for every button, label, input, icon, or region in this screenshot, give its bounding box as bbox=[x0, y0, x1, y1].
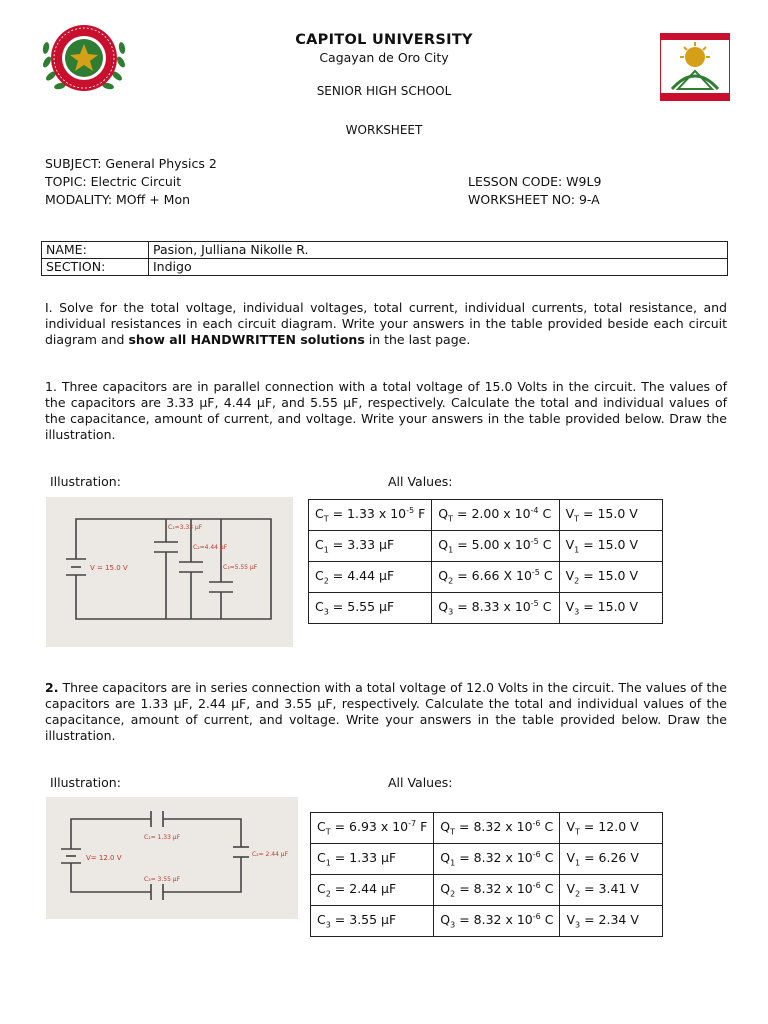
subscript: 1 bbox=[448, 545, 454, 555]
voltage-cell bbox=[560, 906, 663, 937]
sketch-c1-label: C₁=3.33 µF bbox=[168, 524, 203, 531]
document-type: WORKSHEET bbox=[345, 123, 423, 137]
value-text: C bbox=[317, 819, 326, 835]
value-text: = 8.32 x 10 bbox=[455, 819, 533, 835]
subscript: 2 bbox=[574, 576, 580, 586]
value-text: C bbox=[315, 568, 324, 584]
charge-cell bbox=[432, 500, 559, 531]
capacitance-cell bbox=[311, 875, 434, 906]
charge-cell bbox=[432, 562, 559, 593]
exponent: -6 bbox=[532, 819, 541, 829]
school-name: SENIOR HIGH SCHOOL bbox=[316, 84, 452, 98]
subscript: T bbox=[450, 827, 456, 837]
values-row bbox=[309, 562, 663, 593]
values-row bbox=[311, 875, 663, 906]
value-text: Q bbox=[440, 850, 451, 866]
problem-statement: Three capacitors are in parallel connection with a total voltage of 15.0 Volts in the circuit. The values of the capacitors are 3.33 µF, 4.44 µF, and 5.55 µF, respectively. Calculate the total and individual values of the capacitance, amount of current, and voltage. Write your answers in the table provided below. Draw the illustration. bbox=[45, 379, 727, 442]
value-text: V bbox=[565, 506, 575, 522]
subscript: 1 bbox=[325, 858, 331, 868]
value-text: = 6.66 X 10 bbox=[453, 568, 532, 584]
value-text: V bbox=[565, 599, 575, 615]
capacitance-cell bbox=[309, 593, 432, 624]
value-text: = 5.00 x 10 bbox=[453, 537, 531, 553]
value-text: C bbox=[538, 599, 552, 615]
value-text: V bbox=[565, 537, 575, 553]
exponent: -5 bbox=[530, 599, 539, 609]
subscript: 1 bbox=[574, 545, 580, 555]
exponent: -5 bbox=[406, 506, 415, 516]
sketch-voltage-label: V = 15.0 V bbox=[90, 564, 128, 572]
voltage-cell bbox=[560, 875, 663, 906]
subscript: 3 bbox=[574, 607, 580, 617]
value-text: Q bbox=[438, 568, 449, 584]
subscript: 1 bbox=[323, 545, 329, 555]
circuit-photo-series bbox=[46, 797, 298, 919]
problem-number: 2. bbox=[45, 680, 59, 695]
exponent: -6 bbox=[532, 881, 541, 891]
subscript: T bbox=[575, 827, 580, 837]
subscript: T bbox=[448, 514, 454, 524]
values-row bbox=[309, 500, 663, 531]
name-value: Pasion, Julliana Nikolle R. bbox=[149, 242, 728, 259]
subscript: 3 bbox=[325, 920, 331, 930]
exponent: -6 bbox=[532, 850, 541, 860]
value-text: = 6.26 V bbox=[580, 850, 639, 866]
voltage-cell bbox=[559, 531, 662, 562]
sketch-c3-label: C₃= 3.55 µF bbox=[144, 876, 181, 883]
value-text: = 15.0 V bbox=[579, 568, 639, 584]
value-text: = 15.0 V bbox=[579, 506, 638, 522]
value-text: = 8.32 x 10 bbox=[455, 912, 533, 928]
values-table-2 bbox=[310, 812, 663, 937]
value-text: F bbox=[416, 819, 428, 835]
sketch-c2-label: C₂= 2.44 µF bbox=[252, 851, 289, 858]
value-text: V bbox=[566, 819, 575, 835]
university-city: Cagayan de Oro City bbox=[319, 50, 449, 65]
university-name: CAPITOL UNIVERSITY bbox=[295, 32, 473, 48]
instructions bbox=[45, 300, 727, 348]
sketch-c3-label: C₃=5.55 µF bbox=[223, 564, 258, 571]
charge-cell bbox=[434, 813, 560, 844]
voltage-cell bbox=[559, 500, 662, 531]
value-text: Q bbox=[438, 537, 449, 553]
value-text: C bbox=[317, 881, 326, 897]
sketch-c2-label: C₂=4.44 µF bbox=[193, 544, 228, 551]
capacitance-cell bbox=[311, 844, 434, 875]
value-text: = 8.32 x 10 bbox=[455, 850, 533, 866]
subscript: T bbox=[574, 514, 580, 524]
charge-cell bbox=[432, 531, 559, 562]
capacitance-cell bbox=[309, 531, 432, 562]
voltage-cell bbox=[560, 813, 663, 844]
sketch-c1-label: C₁= 1.33 µF bbox=[144, 834, 181, 841]
modality-line: MODALITY: MOff + Mon bbox=[45, 192, 191, 207]
exponent: -6 bbox=[532, 912, 541, 922]
value-text: Q bbox=[438, 506, 449, 522]
values-row bbox=[311, 844, 663, 875]
subject-line: SUBJECT: General Physics 2 bbox=[45, 156, 217, 171]
subscript: 2 bbox=[323, 576, 329, 586]
values-label: All Values: bbox=[388, 775, 453, 790]
value-text: C bbox=[540, 912, 554, 928]
value-text: = 5.55 µF bbox=[328, 599, 395, 615]
subscript: T bbox=[323, 514, 329, 524]
subscript: T bbox=[325, 827, 331, 837]
worksheet-number: WORKSHEET NO: 9-A bbox=[468, 192, 600, 207]
value-text: V bbox=[566, 912, 575, 928]
voltage-cell bbox=[559, 562, 662, 593]
charge-cell bbox=[434, 906, 560, 937]
values-row bbox=[309, 593, 663, 624]
value-text: = 1.33 µF bbox=[330, 850, 397, 866]
charge-cell bbox=[432, 593, 559, 624]
subscript: 1 bbox=[450, 858, 456, 868]
value-text: Q bbox=[440, 819, 451, 835]
circuit-photo-parallel bbox=[46, 497, 293, 647]
name-label: NAME: bbox=[42, 242, 149, 259]
value-text: = 1.33 x 10 bbox=[328, 506, 407, 522]
sketch-voltage-label: V= 12.0 V bbox=[86, 854, 122, 862]
value-text: C bbox=[317, 850, 326, 866]
subscript: 2 bbox=[575, 889, 581, 899]
problem-1-text bbox=[45, 379, 727, 443]
charge-cell bbox=[434, 844, 560, 875]
values-row bbox=[311, 906, 663, 937]
subscript: 1 bbox=[575, 858, 581, 868]
instructions-text-end: in the last page. bbox=[364, 332, 471, 347]
topic-line: TOPIC: Electric Circuit bbox=[45, 174, 182, 189]
value-text: C bbox=[538, 506, 552, 522]
student-info-table bbox=[41, 241, 728, 276]
value-text: = 2.34 V bbox=[580, 912, 639, 928]
value-text: C bbox=[315, 506, 324, 522]
value-text: C bbox=[540, 881, 554, 897]
illustration-label: Illustration: bbox=[50, 775, 121, 790]
capacitance-cell bbox=[311, 906, 434, 937]
value-text: = 12.0 V bbox=[579, 819, 639, 835]
lesson-code: LESSON CODE: W9L9 bbox=[468, 174, 602, 189]
subscript: 3 bbox=[448, 607, 454, 617]
value-text: = 3.55 µF bbox=[330, 912, 397, 928]
value-text: V bbox=[566, 850, 575, 866]
value-text: C bbox=[315, 599, 324, 615]
instructions-bold: show all HANDWRITTEN solutions bbox=[128, 332, 365, 347]
value-text: Q bbox=[440, 912, 451, 928]
value-text: Q bbox=[440, 881, 451, 897]
value-text: = 2.00 x 10 bbox=[453, 506, 531, 522]
section-label: SECTION: bbox=[42, 259, 149, 276]
exponent: -7 bbox=[408, 819, 417, 829]
problem-number: 1. bbox=[45, 379, 57, 394]
subscript: 2 bbox=[448, 576, 454, 586]
value-text: V bbox=[566, 881, 575, 897]
section-value: Indigo bbox=[149, 259, 728, 276]
problem-statement: Three capacitors are in series connection with a total voltage of 12.0 Volts in the circuit. The values of the capacitors are 1.33 µF, 2.44 µF, and 3.55 µF, respectively. Calculate the total and individual values of the capacitance, amount of current, and voltage. Write your answers in the table provided below. Draw the illustration. bbox=[45, 680, 727, 743]
value-text: C bbox=[315, 537, 324, 553]
value-text: V bbox=[565, 568, 575, 584]
subscript: 3 bbox=[323, 607, 329, 617]
value-text: C bbox=[540, 819, 554, 835]
subscript: 2 bbox=[325, 889, 331, 899]
exponent: -5 bbox=[531, 568, 540, 578]
value-text: = 6.93 x 10 bbox=[330, 819, 409, 835]
value-text: C bbox=[539, 568, 553, 584]
values-row bbox=[311, 813, 663, 844]
value-text: Q bbox=[438, 599, 449, 615]
value-text: C bbox=[317, 912, 326, 928]
value-text: C bbox=[540, 850, 554, 866]
problem-2-text bbox=[45, 680, 727, 744]
values-table-1 bbox=[308, 499, 663, 624]
value-text: = 4.44 µF bbox=[328, 568, 395, 584]
exponent: -4 bbox=[530, 506, 539, 516]
value-text: = 3.33 µF bbox=[328, 537, 395, 553]
value-text: = 2.44 µF bbox=[330, 881, 397, 897]
voltage-cell bbox=[559, 593, 662, 624]
value-text: = 3.41 V bbox=[580, 881, 639, 897]
instructions-text: I. Solve for the total voltage, individual voltages, total current, individual currents, total resistance, and individual resistances in each circuit diagram. Write your answers in the table provided beside each circuit diagram and bbox=[45, 300, 727, 347]
exponent: -5 bbox=[530, 537, 539, 547]
charge-cell bbox=[434, 875, 560, 906]
subscript: 3 bbox=[575, 920, 581, 930]
value-text: = 8.32 x 10 bbox=[455, 881, 533, 897]
value-text: = 15.0 V bbox=[579, 537, 639, 553]
voltage-cell bbox=[560, 844, 663, 875]
value-text: = 15.0 V bbox=[579, 599, 639, 615]
subscript: 3 bbox=[450, 920, 456, 930]
illustration-label: Illustration: bbox=[50, 474, 121, 489]
capacitance-cell bbox=[311, 813, 434, 844]
capacitance-cell bbox=[309, 562, 432, 593]
value-text: F bbox=[414, 506, 426, 522]
capacitance-cell bbox=[309, 500, 432, 531]
value-text: = 8.33 x 10 bbox=[453, 599, 531, 615]
value-text: C bbox=[538, 537, 552, 553]
subscript: 2 bbox=[450, 889, 456, 899]
values-label: All Values: bbox=[388, 474, 453, 489]
values-row bbox=[309, 531, 663, 562]
